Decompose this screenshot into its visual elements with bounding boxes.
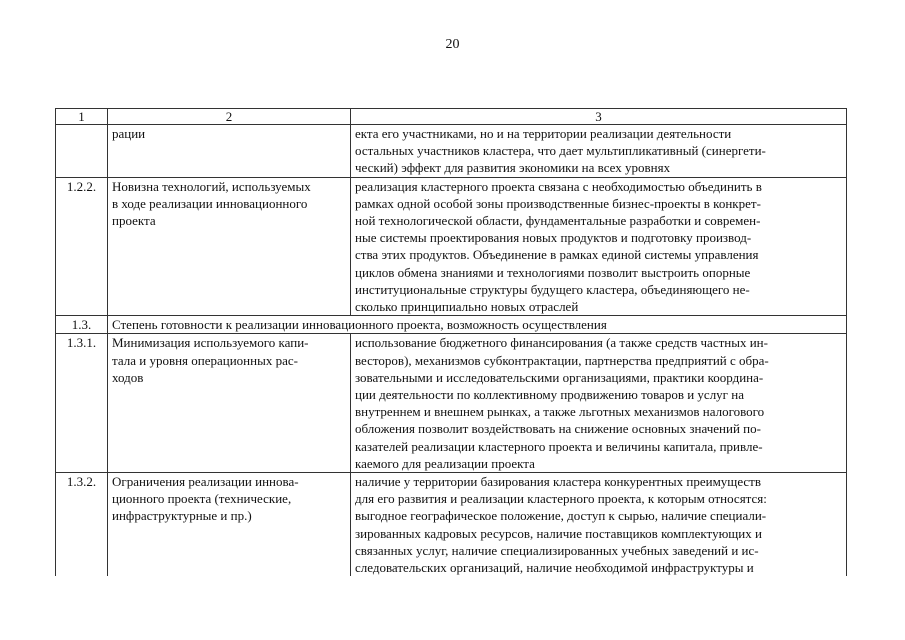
description-text-line: внутреннем и внешнем рынках, а также льготных механизмов налогового <box>355 404 765 420</box>
criterion-text-line: Минимизация используемого капи- <box>112 335 309 351</box>
description-text-line: циклов обмена знаниями и технологиями позволит выстроить опорные <box>355 264 751 280</box>
header-cell-col3: 3 <box>351 109 847 125</box>
table-row <box>56 473 847 577</box>
criterion-text-line: ходов <box>112 369 144 385</box>
section-heading-text: Степень готовности к реализации инновационного проекта, возможность осуществления <box>112 317 607 333</box>
description-cell <box>351 334 847 473</box>
description-text-line: зовательными и исследовательскими организациями, практики координа- <box>355 369 764 385</box>
criterion-text-line: Ограничения реализации иннова- <box>112 474 299 490</box>
criterion-cell <box>108 334 351 473</box>
description-text-line: обложения позволит воздействовать на снижение основных значений по- <box>355 421 761 437</box>
criterion-text-line: проекта <box>112 213 156 229</box>
table-row <box>56 177 847 316</box>
criterion-text-line: рации <box>112 126 146 141</box>
description-text-line: наличие у территории базирования кластера конкурентных преимуществ <box>355 474 762 490</box>
page-number: 20 <box>445 37 460 52</box>
row-number-cell: 1.2.2. <box>56 177 108 316</box>
header-cell-col2: 2 <box>108 109 351 125</box>
table-row <box>56 125 847 178</box>
description-text-line: следовательских организаций, наличие необходимой инфраструктуры и <box>355 560 754 576</box>
description-text-line: ные системы проектирования новых продуктов и подготовку производ- <box>355 230 752 246</box>
description-cell <box>351 125 847 178</box>
description-text-line: сколько принципиально новых отраслей <box>355 299 579 315</box>
description-text-line: казателей реализации кластерного проекта и величины капитала, привле- <box>355 438 763 454</box>
description-text-line: ческий) эффект для развития экономики на всех уровнях <box>355 160 671 176</box>
description-text-line: остальных участников кластера, что дает мультипликативный (синергети- <box>355 143 766 159</box>
description-text-line: институциональные структуры будущего кластера, объединяющего не- <box>355 281 750 297</box>
criterion-cell <box>108 125 351 178</box>
table-header-row <box>56 109 847 125</box>
description-text-line: связанных услуг, наличие специализированных учебных заведений и ис- <box>355 542 759 558</box>
description-text-line: реализация кластерного проекта связана с необходимостью объединить в <box>355 178 762 194</box>
description-text-line: ции деятельности по коллективному продвижению товаров и услуг на <box>355 387 744 403</box>
criterion-text-line: ционного проекта (технические, <box>112 491 292 507</box>
criterion-text-line: инфраструктурные и пр.) <box>112 508 252 524</box>
description-text-line: рамках одной особой зоны производственные бизнес-проекты в конкрет- <box>355 195 761 211</box>
row-number-cell: 1.3.2. <box>56 473 108 577</box>
criterion-cell <box>108 177 351 316</box>
row-number-cell: 1.3. <box>56 316 108 334</box>
description-text-line: использование бюджетного финансирования (а также средств частных ин- <box>355 335 768 351</box>
description-cell <box>351 177 847 316</box>
description-text-line: каемого для реализации проекта <box>355 455 535 471</box>
row-number-cell: 1.3.1. <box>56 334 108 473</box>
criterion-text-line: в ходе реализации инновационного <box>112 195 308 211</box>
header-cell-col1: 1 <box>56 109 108 125</box>
description-text-line: ной технологической области, фундаментальные разработки и современ- <box>355 213 761 229</box>
description-text-line: весторов), механизмов субконтрактации, партнерства предприятий с обра- <box>355 352 769 368</box>
section-heading-cell <box>108 316 847 334</box>
table-row <box>56 334 847 473</box>
description-text-line: выгодное географическое положение, доступ к сырью, наличие специали- <box>355 508 767 524</box>
description-text-line: ства этих продуктов. Объединение в рамках единой системы управления <box>355 247 759 263</box>
criteria-table <box>55 108 847 576</box>
criterion-text-line: тала и уровня операционных рас- <box>112 352 298 368</box>
description-text-line: зированных кадровых ресурсов, наличие поставщиков комплектующих и <box>355 525 762 541</box>
row-number-cell <box>56 125 108 178</box>
description-cell <box>351 473 847 577</box>
description-text-line: для его развития и реализации кластерного проекта, к которым относятся: <box>355 491 767 507</box>
section-row <box>56 316 847 334</box>
criterion-text-line: Новизна технологий, используемых <box>112 178 311 194</box>
criterion-cell <box>108 473 351 577</box>
description-text-line: екта его участниками, но и на территории реализации деятельности <box>355 126 732 141</box>
